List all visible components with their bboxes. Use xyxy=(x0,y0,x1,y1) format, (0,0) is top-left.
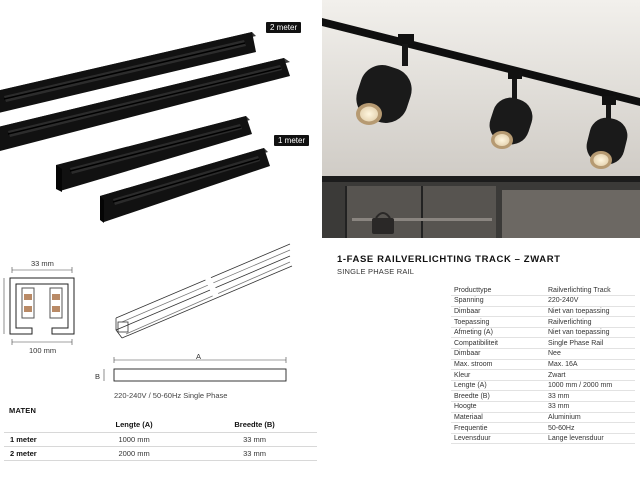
dimensions-cell: 1000 mm xyxy=(76,432,192,446)
spec-value: Railverlichting Track xyxy=(545,285,635,296)
dimensions-header-cell: Lengte (A) xyxy=(76,418,192,432)
table-row xyxy=(451,423,635,434)
length-badge-2m: 2 meter xyxy=(266,22,301,33)
spec-key: Lengte (A) xyxy=(451,380,545,391)
dimensions-table-title: MATEN xyxy=(9,406,37,415)
spec-value: Max. 16A xyxy=(545,359,635,370)
electrical-caption: 220-240V / 50-60Hz Single Phase xyxy=(114,391,228,400)
spec-value: Nee xyxy=(545,349,635,360)
specifications-panel xyxy=(322,238,640,480)
table-row xyxy=(451,359,635,370)
spec-value: Aluminium xyxy=(545,412,635,423)
rails-product-photo xyxy=(0,0,322,238)
table-row xyxy=(451,433,635,444)
spec-key: Breedte (B) xyxy=(451,391,545,402)
dimensions-table-header xyxy=(4,418,317,432)
width-dimension-label: 33 mm xyxy=(31,259,54,268)
spec-value: Zwart xyxy=(545,370,635,381)
dimension-b-label: B xyxy=(95,372,101,381)
spec-value: 50-60Hz xyxy=(545,423,635,434)
table-row xyxy=(4,446,317,460)
spec-key: Materiaal xyxy=(451,412,545,423)
table-row xyxy=(451,296,635,307)
table-row xyxy=(451,370,635,381)
table-row xyxy=(451,391,635,402)
spec-key: Spanning xyxy=(451,296,545,307)
spec-key: Toepassing xyxy=(451,317,545,328)
cross-section-profile xyxy=(10,278,74,334)
dimension-a-label: A xyxy=(196,352,202,361)
spec-value: Niet van toepassing xyxy=(545,327,635,338)
spec-value: Single Phase Rail xyxy=(545,338,635,349)
dimensions-header-cell xyxy=(4,418,76,432)
table-row xyxy=(451,285,635,296)
installed-spotlights-photo xyxy=(322,0,640,238)
spec-value: 33 mm xyxy=(545,402,635,413)
table-row xyxy=(451,327,635,338)
table-row xyxy=(451,412,635,423)
product-title: 1-FASE RAILVERLICHTING TRACK – ZWART xyxy=(337,254,561,265)
spec-key: Compatibiliteit xyxy=(451,338,545,349)
spec-key: Max. stroom xyxy=(451,359,545,370)
spec-value: 220-240V xyxy=(545,296,635,307)
dimensions-table xyxy=(4,418,317,461)
product-subtitle: SINGLE PHASE RAIL xyxy=(337,267,415,276)
spec-key: Kleur xyxy=(451,370,545,381)
spec-key: Dimbaar xyxy=(451,349,545,360)
table-row xyxy=(4,432,317,446)
table-row xyxy=(451,380,635,391)
table-row xyxy=(451,306,635,317)
length-dimension-label: 100 mm xyxy=(29,346,57,355)
spec-key: Producttype xyxy=(451,285,545,296)
spec-key: Levensduur xyxy=(451,433,545,444)
spec-value: 1000 mm / 2000 mm xyxy=(545,380,635,391)
track-rails-illustration xyxy=(0,0,322,238)
spec-key: Dimbaar xyxy=(451,306,545,317)
rail-isometric-sketch xyxy=(116,244,292,338)
rail-side-view xyxy=(114,369,286,381)
dimensions-row-label: 2 meter xyxy=(4,446,76,460)
spec-value: Lange levensduur xyxy=(545,433,635,444)
spec-key: Hoogte xyxy=(451,402,545,413)
spec-value: Niet van toepassing xyxy=(545,306,635,317)
table-row xyxy=(451,317,635,328)
interior-scene-illustration xyxy=(322,0,640,238)
technical-drawing-panel xyxy=(0,238,322,480)
dimensions-cell: 2000 mm xyxy=(76,446,192,460)
table-row xyxy=(451,349,635,360)
dimensions-header-cell: Breedte (B) xyxy=(192,418,317,432)
spec-key: Afmeting (A) xyxy=(451,327,545,338)
specifications-table xyxy=(451,285,635,444)
table-row xyxy=(451,402,635,413)
dimensions-cell: 33 mm xyxy=(192,446,317,460)
spec-value: 33 mm xyxy=(545,391,635,402)
spec-key: Frequentie xyxy=(451,423,545,434)
dimensions-row-label: 1 meter xyxy=(4,432,76,446)
dimensions-cell: 33 mm xyxy=(192,432,317,446)
table-row xyxy=(451,338,635,349)
length-badge-1m: 1 meter xyxy=(274,135,309,146)
spec-value: Railverlichting xyxy=(545,317,635,328)
